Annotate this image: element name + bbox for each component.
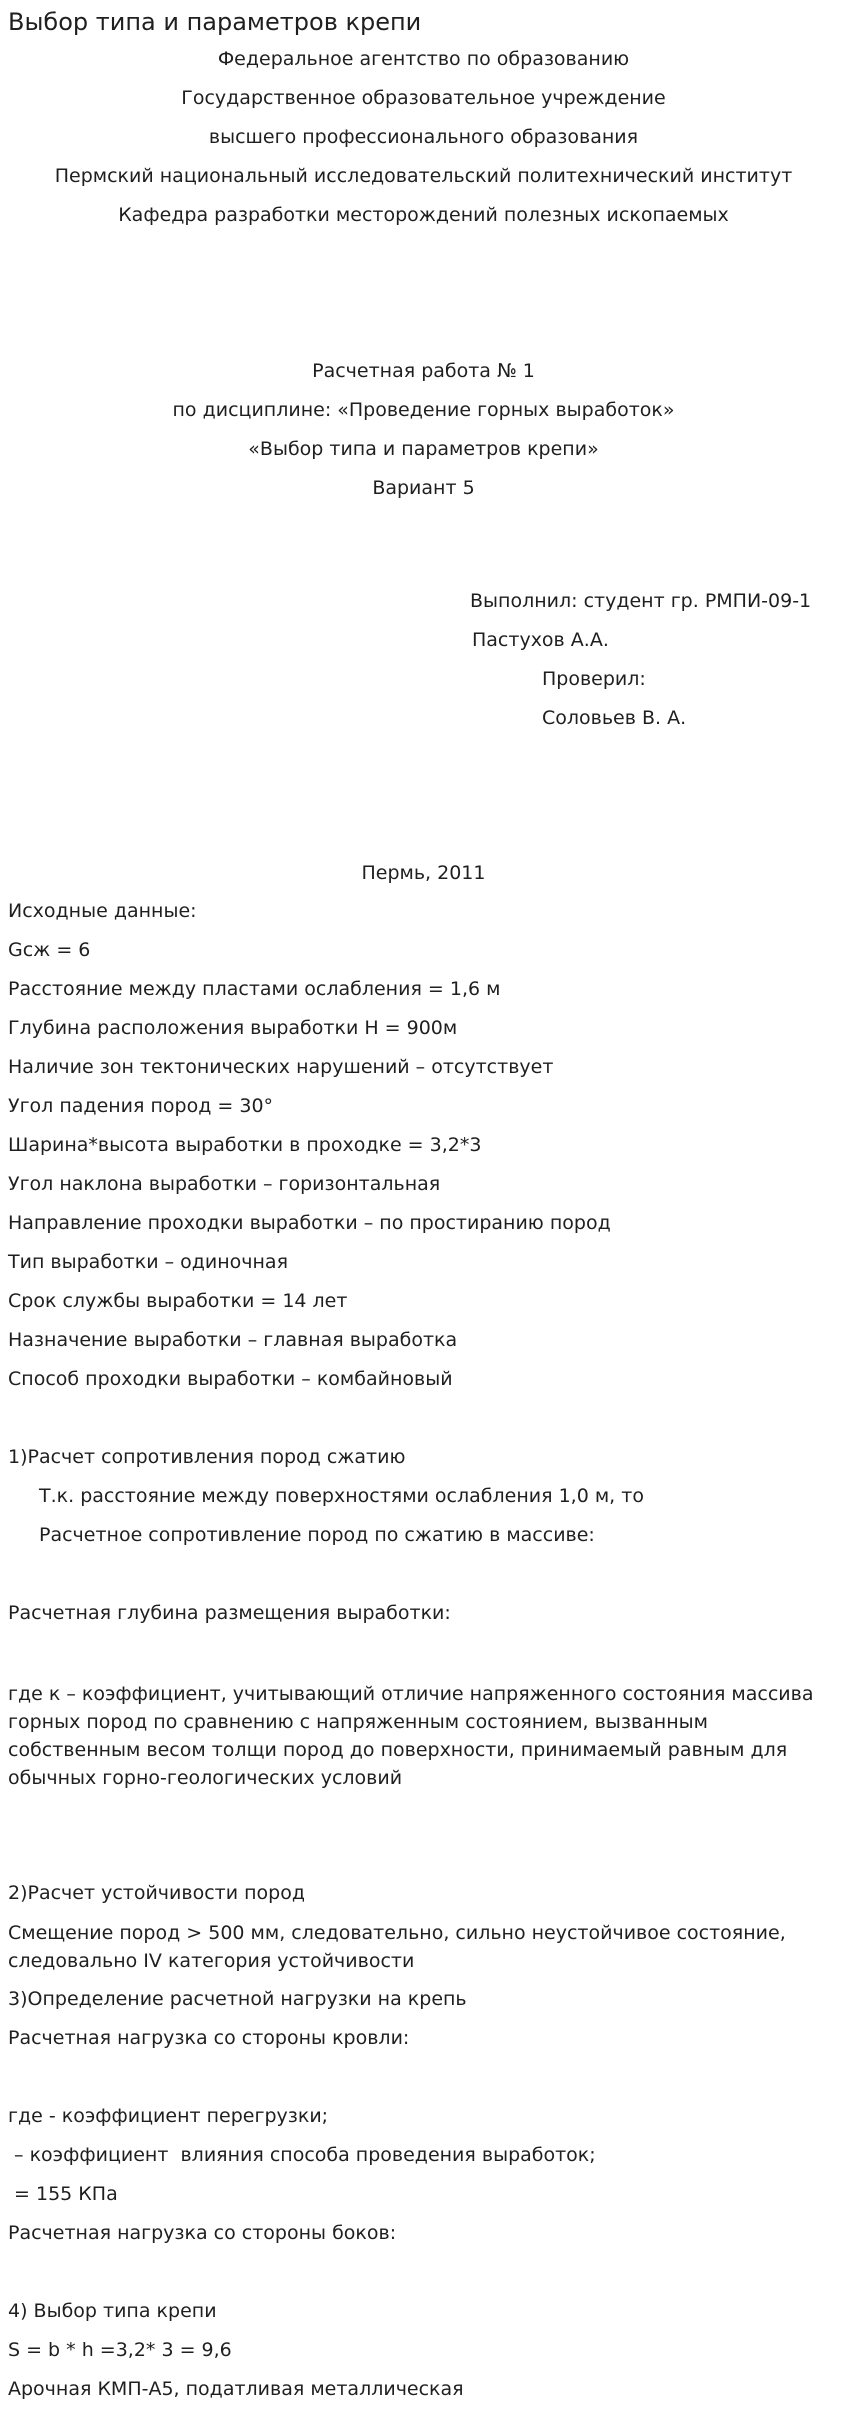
section3-where-method: – коэффициент влияния способа проведения выработок; bbox=[8, 2144, 596, 2166]
initial-data-item: Срок службы выработки = 14 лет bbox=[8, 1290, 348, 1312]
section3-where-overload: где - коэффициент перегрузки; bbox=[8, 2105, 329, 2127]
initial-data-item: Расстояние между пластами ослабления = 1,6 м bbox=[8, 978, 501, 1000]
section1-line2: Расчетное сопротивление пород по сжатию в массиве: bbox=[39, 1524, 595, 1546]
initial-data-item: Gсж = 6 bbox=[8, 939, 91, 961]
header-university: Пермский национальный исследовательский политехнический институт bbox=[54, 165, 793, 187]
work-number: Расчетная работа № 1 bbox=[312, 360, 535, 382]
section2-paragraph: Смещение пород > 500 мм, следовательно, сильно неустойчивое состояние, следовально IV категория устойчивости bbox=[8, 1922, 786, 1972]
header-agency: Федеральное агентство по образованию bbox=[217, 48, 630, 70]
section2-heading: 2)Расчет устойчивости пород bbox=[8, 1882, 305, 1904]
initial-data-item: Шарина*высота выработки в проходке = 3,2*3 bbox=[8, 1134, 482, 1156]
initial-data-item: Угол наклона выработки – горизонтальная bbox=[8, 1173, 441, 1195]
initial-data-item: Тип выработки – одиночная bbox=[8, 1251, 289, 1273]
initial-data-item: Назначение выработки – главная выработка bbox=[8, 1329, 458, 1351]
work-variant: Вариант 5 bbox=[372, 477, 475, 499]
document-title: Выбор типа и параметров крепи bbox=[8, 8, 422, 36]
section1-line1: Т.к. расстояние между поверхностями ослабления 1,0 м, то bbox=[39, 1485, 644, 1507]
performed-by-label: Выполнил: студент гр. РМПИ-09-1 bbox=[470, 590, 812, 612]
city-year: Пермь, 2011 bbox=[361, 862, 486, 884]
header-education-level: высшего профессионального образования bbox=[208, 126, 639, 148]
section3-heading: 3)Определение расчетной нагрузки на крепь bbox=[8, 1988, 467, 2010]
section4-result: Арочная КМП-А5, податливая металлическая bbox=[8, 2378, 464, 2400]
section3-roof-load: Расчетная нагрузка со стороны кровли: bbox=[8, 2027, 410, 2049]
section1-depth: Расчетная глубина размещения выработки: bbox=[8, 1602, 451, 1624]
work-topic: «Выбор типа и параметров крепи» bbox=[248, 438, 599, 460]
section3-value: = 155 КПа bbox=[8, 2183, 118, 2205]
work-discipline: по дисциплине: «Проведение горных выработок» bbox=[172, 399, 675, 421]
student-name: Пастухов А.А. bbox=[472, 629, 609, 651]
header-institution-type: Государственное образовательное учреждение bbox=[181, 87, 666, 109]
checked-by-label: Проверил: bbox=[542, 668, 646, 690]
teacher-name: Соловьев В. А. bbox=[542, 707, 687, 729]
initial-data-item: Наличие зон тектонических нарушений – отсутствует bbox=[8, 1056, 554, 1078]
initial-data-item: Направление проходки выработки – по простиранию пород bbox=[8, 1212, 611, 1234]
section4-heading: 4) Выбор типа крепи bbox=[8, 2300, 217, 2322]
section1-heading: 1)Расчет сопротивления пород сжатию bbox=[8, 1446, 406, 1468]
header-department: Кафедра разработки месторождений полезных ископаемых bbox=[118, 204, 729, 226]
initial-data-item: Способ проходки выработки – комбайновый bbox=[8, 1368, 453, 1390]
section3-side-load: Расчетная нагрузка со стороны боков: bbox=[8, 2222, 397, 2244]
initial-data-heading: Исходные данные: bbox=[8, 900, 197, 922]
initial-data-item: Глубина расположения выработки H = 900м bbox=[8, 1017, 458, 1039]
initial-data-item: Угол падения пород = 30° bbox=[8, 1095, 274, 1117]
section1-where-paragraph: где к – коэффициент, учитывающий отличие напряженного состояния массива горных пород по сравнению с напряженным состоянием, вызванным собственным весом толщи пород до поверхности, принимаемый равным для обычных горно-геологических условий bbox=[8, 1683, 814, 1789]
section4-formula: S = b * h =3,2* 3 = 9,6 bbox=[8, 2339, 232, 2361]
